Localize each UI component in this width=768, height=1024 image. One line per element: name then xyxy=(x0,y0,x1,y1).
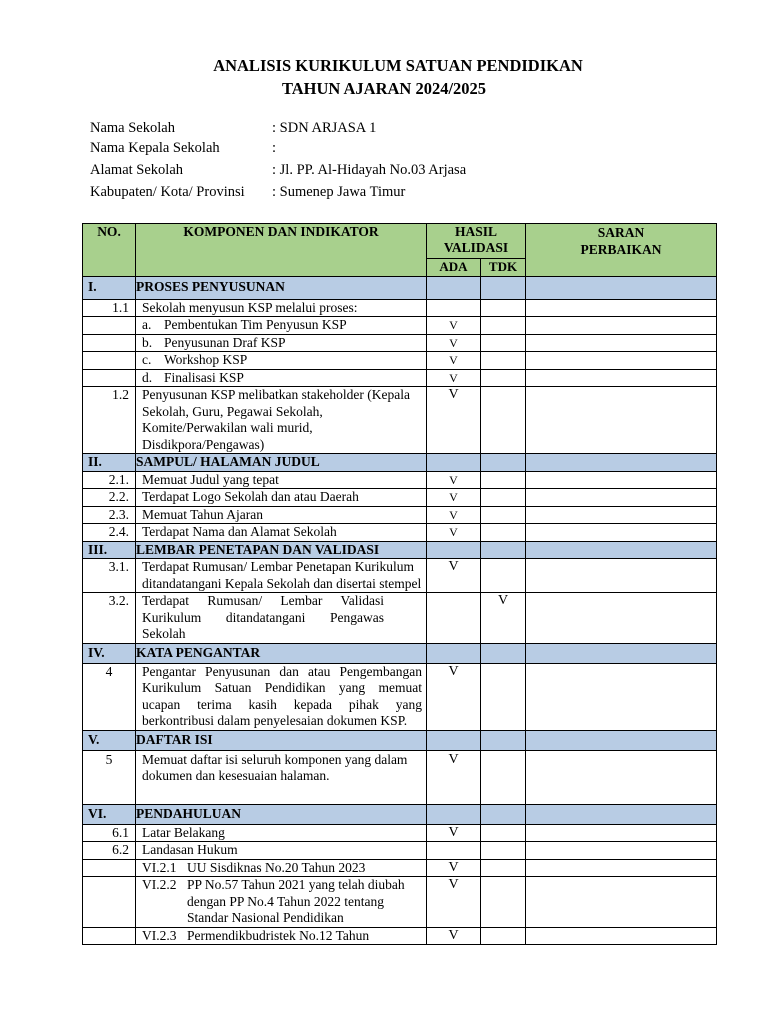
table-row xyxy=(83,927,717,945)
check-ada: V xyxy=(427,559,481,593)
row-indicator: Terdapat Rumusan/ Lembar Validasi Kurikulum ditandatangani Pengawas Sekolah xyxy=(136,593,427,644)
row-indicator: Landasan Hukum xyxy=(136,842,427,860)
header-komponen: KOMPONEN DAN INDIKATOR xyxy=(136,224,427,277)
row-indicator: Memuat Judul yang tepat xyxy=(136,471,427,489)
section-number: IV. xyxy=(83,643,136,663)
header-ada: ADA xyxy=(427,259,481,277)
section-title: SAMPUL/ HALAMAN JUDUL xyxy=(136,454,427,472)
row-indicator: Terdapat Logo Sekolah dan atau Daerah xyxy=(136,489,427,507)
row-number: 1.1 xyxy=(83,299,136,317)
item-letter: b. xyxy=(142,334,153,350)
section-number: I. xyxy=(83,276,136,299)
check-ada: V xyxy=(427,471,481,489)
check-ada: V xyxy=(427,369,481,387)
row-indicator: PP No.57 Tahun 2021 yang telah diubah dengan PP No.4 Tahun 2022 tentang Standar Nasional Pendidikan xyxy=(187,877,405,925)
table-row xyxy=(83,299,717,317)
table-row xyxy=(83,387,717,454)
row-indicator: Penyusunan KSP melibatkan stakeholder (Kepala Sekolah, Guru, Pegawai Sekolah, Komite/Perwakilan wali murid, Disdikpora/Pengawas) xyxy=(136,387,427,454)
table-row xyxy=(83,593,717,644)
header-hasil: HASIL VALIDASI xyxy=(427,224,526,259)
row-indicator: Latar Belakang xyxy=(136,824,427,842)
item-code: VI.2.1 xyxy=(142,859,177,875)
row-indicator: Terdapat Nama dan Alamat Sekolah xyxy=(136,524,427,542)
info-label: Alamat Sekolah xyxy=(90,162,184,178)
section-number: V. xyxy=(83,730,136,750)
row-number: 6.1 xyxy=(83,824,136,842)
row-indicator: Memuat Tahun Ajaran xyxy=(136,506,427,524)
table-row xyxy=(83,334,717,352)
section-title: KATA PENGANTAR xyxy=(136,643,427,663)
row-number: 2.1. xyxy=(83,471,136,489)
check-ada: V xyxy=(427,927,481,945)
info-label: Kabupaten/ Kota/ Provinsi xyxy=(90,184,245,200)
info-value: : Sumenep Jawa Timur xyxy=(272,184,406,200)
item-code: VI.2.3 xyxy=(142,927,177,943)
check-ada: V xyxy=(427,524,481,542)
check-ada: V xyxy=(427,317,481,335)
section-title: PROSES PENYUSUNAN xyxy=(136,276,427,299)
row-number: 2.2. xyxy=(83,489,136,507)
row-number: 6.2 xyxy=(83,842,136,860)
table-row xyxy=(83,524,717,542)
row-indicator: Penyusunan Draf KSP xyxy=(164,334,286,350)
document-subtitle: TAHUN AJARAN 2024/2025 xyxy=(281,79,487,98)
table-row xyxy=(83,489,717,507)
check-ada: V xyxy=(427,387,481,454)
check-ada: V xyxy=(427,352,481,370)
row-indicator: Sekolah menyusun KSP melalui proses: xyxy=(136,299,427,317)
row-indicator: Pembentukan Tim Penyusun KSP xyxy=(164,317,347,332)
row-number: 2.3. xyxy=(83,506,136,524)
section-title: DAFTAR ISI xyxy=(136,730,427,750)
table-row xyxy=(83,471,717,489)
row-indicator: Pengantar Penyusunan dan atau Pengembangan Kurikulum Satuan Pendidikan yang memuat ucapan terima kasih kepada pihak yang berkontribusi dalam penyelesaian dokumen KSP. xyxy=(136,663,427,730)
document-title: ANALISIS KURIKULUM SATUAN PENDIDIKAN xyxy=(213,56,583,75)
row-indicator: UU Sisdiknas No.20 Tahun 2023 xyxy=(187,859,366,875)
check-ada: V xyxy=(427,489,481,507)
table-row xyxy=(83,842,717,860)
validation-table xyxy=(82,223,717,945)
row-number: 3.2. xyxy=(83,593,136,644)
check-ada: V xyxy=(427,663,481,730)
header-saran: SARAN PERBAIKAN xyxy=(526,224,717,277)
row-indicator: Finalisasi KSP xyxy=(164,369,244,385)
table-row xyxy=(83,859,717,877)
table-row xyxy=(83,506,717,524)
table-row xyxy=(83,877,717,928)
row-number: 2.4. xyxy=(83,524,136,542)
item-code: VI.2.2 xyxy=(142,877,177,892)
check-ada: V xyxy=(427,334,481,352)
row-indicator: Terdapat Rumusan/ Lembar Penetapan Kurikulum ditandatangani Kepala Sekolah dan disertai stempel xyxy=(136,559,427,593)
table-row xyxy=(83,824,717,842)
table-row xyxy=(83,750,717,804)
check-ada: V xyxy=(427,824,481,842)
row-number: 1.2 xyxy=(83,387,136,454)
info-label: Nama Kepala Sekolah xyxy=(90,140,220,156)
check-tdk: V xyxy=(481,593,526,644)
table-row xyxy=(83,663,717,730)
check-ada: V xyxy=(427,859,481,877)
item-letter: c. xyxy=(142,352,152,367)
check-ada: V xyxy=(427,750,481,804)
table-row xyxy=(83,352,717,370)
header-no: NO. xyxy=(83,224,136,277)
table-row xyxy=(83,317,717,335)
check-ada: V xyxy=(427,506,481,524)
table-row xyxy=(83,559,717,593)
table-row xyxy=(83,369,717,387)
section-title: PENDAHULUAN xyxy=(136,804,427,824)
info-value: : Jl. PP. Al-Hidayah No.03 Arjasa xyxy=(272,162,467,178)
item-letter: a. xyxy=(142,317,152,332)
section-number: VI. xyxy=(83,804,136,824)
section-title: LEMBAR PENETAPAN DAN VALIDASI xyxy=(136,541,427,559)
row-indicator: Workshop KSP xyxy=(164,352,248,367)
row-indicator: Memuat daftar isi seluruh komponen yang dalam dokumen dan kesesuaian halaman. xyxy=(136,750,427,804)
row-indicator: Permendikbudristek No.12 Tahun xyxy=(187,927,370,943)
row-number: 3.1. xyxy=(83,559,136,593)
row-number: 4 xyxy=(83,663,136,730)
section-number: III. xyxy=(83,541,136,559)
info-value: : SDN ARJASA 1 xyxy=(272,120,377,136)
row-number: 5 xyxy=(83,750,136,804)
info-label: Nama Sekolah xyxy=(90,120,175,136)
item-letter: d. xyxy=(142,369,153,385)
header-tdk: TDK xyxy=(481,259,526,277)
info-value: : xyxy=(272,140,277,156)
check-ada: V xyxy=(427,877,481,928)
section-number: II. xyxy=(83,454,136,472)
